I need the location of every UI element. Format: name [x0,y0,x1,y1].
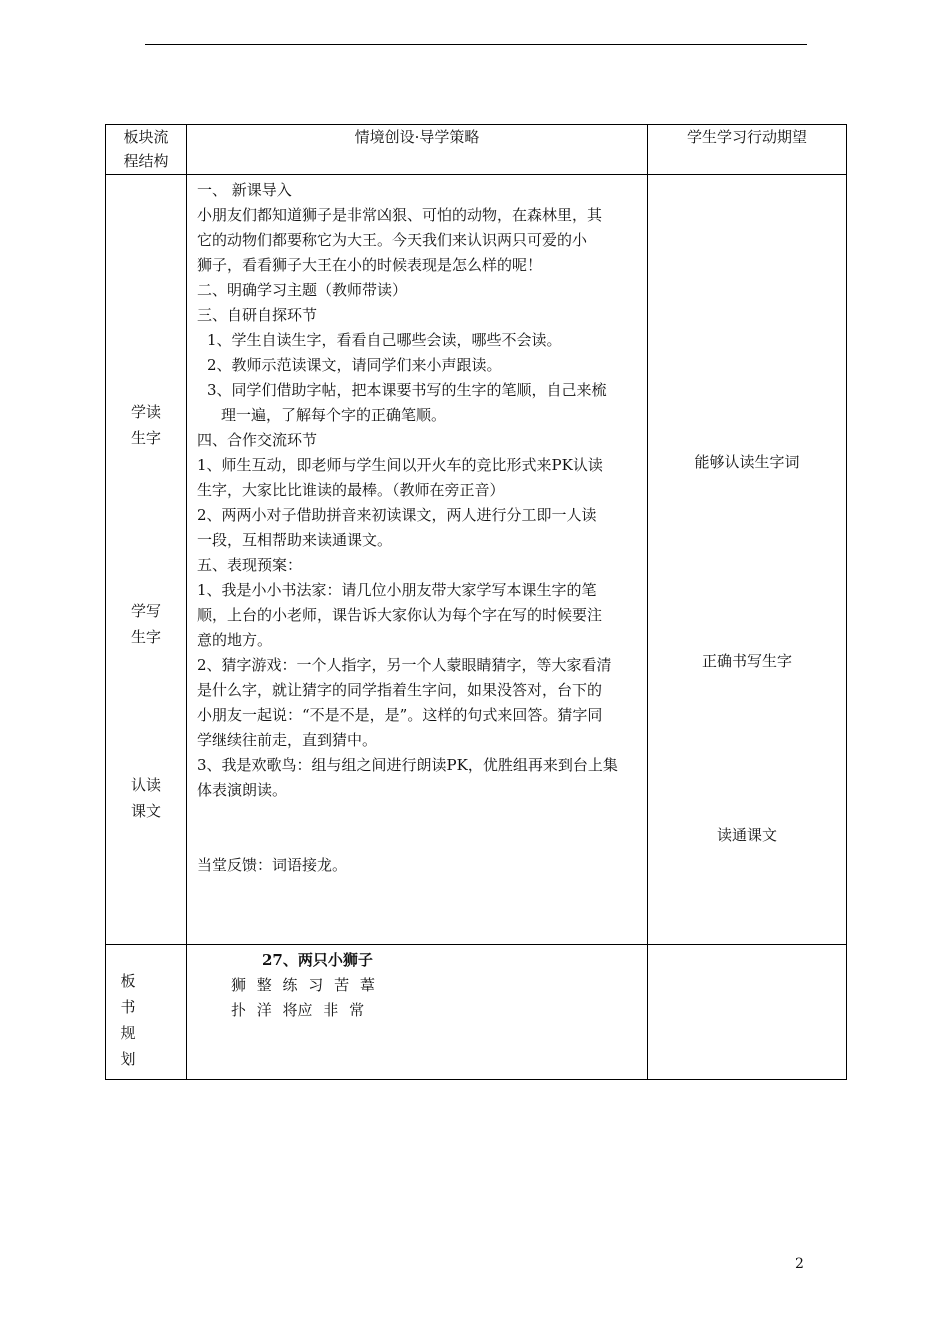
paragraph-line: 狮子，看看狮子大王在小的时候表现是怎么样的呢！ [197,256,543,274]
expectation-read-chars: 能够认读生字词 [694,453,800,471]
header-strategy: 情境创设·导学策略 [187,125,648,175]
board-char-line: 扑 洋 将应 非 常 [231,1001,365,1019]
list-item: 1、我是小小书法家：请几位小朋友带大家学写本课生字的笔 [197,581,597,599]
board-content-cell [187,945,648,1080]
section-title: 一、 新课导入 [197,181,292,199]
board-row [106,945,847,1080]
board-label-4: 划 [120,1050,136,1068]
list-item: 2、两两小对子借助拼音来初读课文，两人进行分工即一人读 [197,506,597,524]
list-item: 1、学生自读生字，看看自己哪些会读，哪些不会读。 [207,331,562,349]
label-read-chars-2: 生字 [130,429,161,447]
header-structure-line1: 板块流 [123,128,169,146]
board-label-cell [106,945,187,1080]
list-item-continued: 生字，大家比比谁读的最棒。（教师在旁正音） [197,481,505,499]
label-write-chars-1: 学写 [130,602,161,620]
feedback-line: 当堂反馈：词语接龙。 [197,856,348,874]
list-item: 3、同学们借助字帖，把本课要书写的生字的笔顺，自己来梳 [207,381,607,399]
paragraph-line: 它的动物们都要称它为大王。今天我们来认识两只可爱的小 [197,231,588,249]
structure-cell [106,175,187,945]
board-label-2: 书 [120,998,136,1016]
list-item-continued: 小朋友一起说：“不是不是，是”。这样的句式来回答。猜字同 [197,706,603,724]
header-expectation: 学生学习行动期望 [648,125,847,175]
list-item-continued: 意的地方。 [197,631,273,649]
board-label-1: 板 [120,972,136,990]
label-write-chars-2: 生字 [130,628,161,646]
list-item-continued: 是什么字，就让猜字的同学指着生字问，如果没答对，台下的 [197,681,603,699]
lesson-plan-table [105,124,847,1080]
list-item: 2、猜字游戏：一个人指字，另一个人蒙眼睛猜字，等大家看清 [197,656,612,674]
list-item-continued: 学继续往前走，直到猜中。 [197,731,378,749]
table-header-row [106,125,847,175]
board-title: 27、两只小狮子 [262,951,373,969]
section-title: 五、表现预案： [197,556,303,574]
section-title: 三、自研自探环节 [197,306,318,324]
list-item-continued: 理一遍，了解每个字的正确笔顺。 [221,406,447,424]
section-title: 二、明确学习主题（教师带读） [197,281,408,299]
list-item-continued: 一段，互相帮助来读通课文。 [197,531,393,549]
label-read-text-1: 认读 [130,776,161,794]
section-title: 四、合作交流环节 [197,431,318,449]
list-item: 2、教师示范读课文，请同学们来小声跟读。 [207,356,502,374]
table-row [106,175,847,945]
page-number: 2 [795,1256,804,1272]
board-char-line: 狮 整 练 习 苦 葦 [231,976,375,994]
strategy-cell [187,175,648,945]
header-structure-cell [106,125,187,175]
label-read-chars-1: 学读 [130,403,161,421]
label-read-text-2: 课文 [130,802,161,820]
list-item-continued: 顺，上台的小老师，课告诉大家你认为每个字在写的时候要注 [197,606,603,624]
list-item: 1、师生互动，即老师与学生间以开火车的竞比形式来PK认读 [197,456,603,474]
board-label-3: 规 [120,1024,136,1042]
header-rule [145,44,807,45]
header-structure-line2: 程结构 [123,152,169,170]
board-empty-cell [648,945,847,1080]
list-item: 3、我是欢歌鸟：组与组之间进行朗读PK，优胜组再来到台上集 [197,756,618,774]
list-item-continued: 体表演朗读。 [197,781,288,799]
expectation-read-text: 读通课文 [716,826,777,844]
expectation-cell [648,175,847,945]
expectation-write-chars: 正确书写生字 [701,652,792,670]
paragraph-line: 小朋友们都知道狮子是非常凶狠、可怕的动物，在森林里，其 [197,206,603,224]
